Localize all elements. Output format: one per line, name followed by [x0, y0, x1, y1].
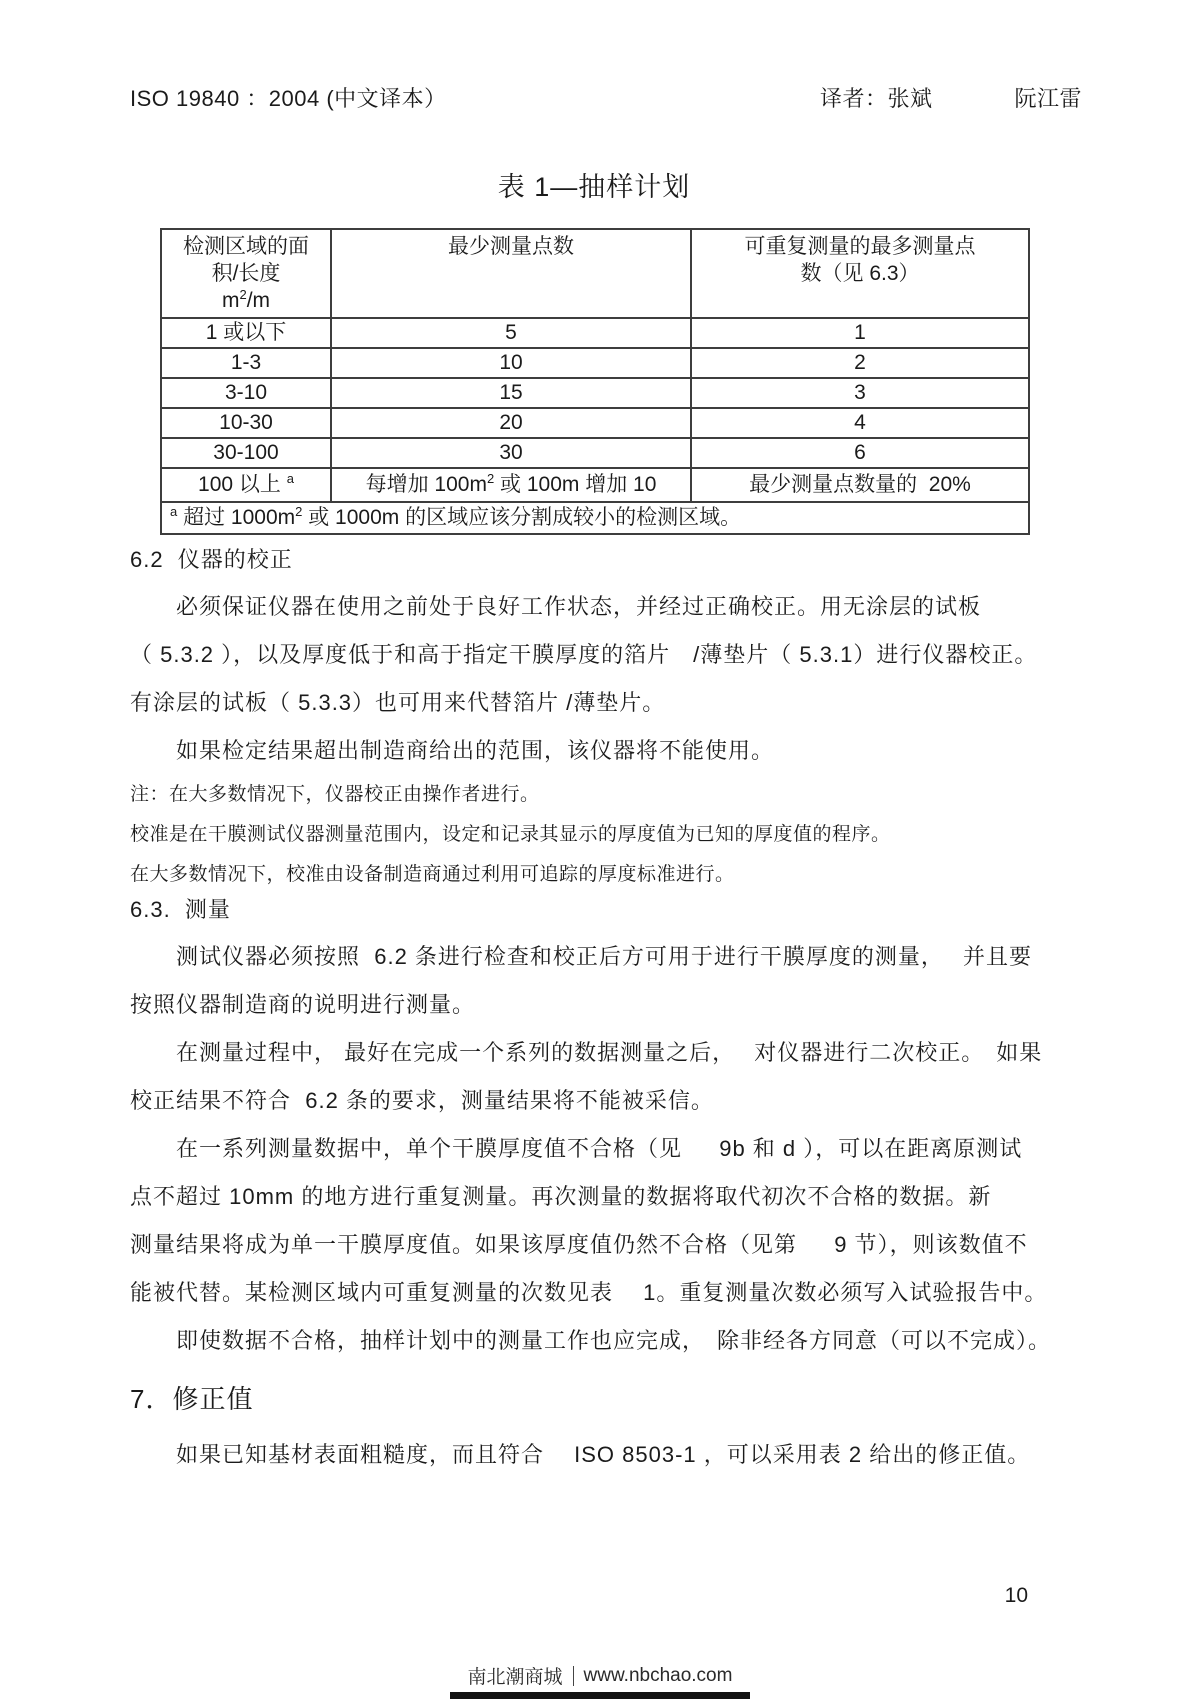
table-row: 10-30 20 4: [161, 408, 1029, 438]
section-heading-7: 7．修正值: [130, 1384, 254, 1414]
area-unit: $m^2/m$: [221, 287, 271, 312]
table-footnote-row: $^a$ 超过 $1000m^2$ 或 1000m 的区域应该分割成较小的检测区域。: [161, 502, 1029, 534]
text-line: 校正结果不符合 6.2 条的要求，测量结果将不能被采信。: [130, 1088, 714, 1113]
table-caption: 表 1—抽样计划: [497, 172, 691, 202]
section-6-2-notes: [130, 775, 1082, 895]
note-line: 注：在大多数情况下，仪器校正由操作者进行。: [130, 784, 540, 805]
text-line: 必须保证仪器在使用之前处于良好工作状态，并经过正确校正。用无涂层的试板: [130, 594, 982, 619]
text-line: 能被代替。某检测区域内可重复测量的次数见表 1。重复测量次数必须写入试验报告中。: [130, 1280, 1048, 1305]
col-header-min-points: 最少测量点数: [331, 229, 691, 318]
text-line: 如果检定结果超出制造商给出的范围，该仪器将不能使用。: [130, 738, 775, 763]
table-row: 3-10 15 3: [161, 378, 1029, 408]
table-row-over-100: 100 以上 $^a$ 每增加 $100m^2$ 或 100m 增加 10 最少测量点数量的 20%: [161, 468, 1029, 502]
note-line: 在大多数情况下，校准由设备制造商通过利用可追踪的厚度标准进行。: [130, 864, 735, 885]
text-line: 按照仪器制造商的说明进行测量。: [130, 992, 476, 1017]
watermark-url: www.nbchao.com: [583, 1664, 733, 1686]
doc-title: ISO 19840 ：2004 (中文译本）: [130, 86, 447, 111]
table-row: 1-3 10 2: [161, 348, 1029, 378]
table-row: 30-100 30 6: [161, 438, 1029, 468]
text-line: 在一系列测量数据中，单个干膜厚度值不合格（见 9b 和 d ），可以在距离原测试: [130, 1136, 1023, 1161]
watermark-bottom-bar: [450, 1692, 750, 1699]
section-6-3-text: [130, 933, 1082, 1365]
watermark-text: [468, 1662, 733, 1689]
page-number: 10: [1004, 1584, 1028, 1607]
watermark-divider: [573, 1666, 574, 1686]
text-line: 测量结果将成为单一干膜厚度值。如果该厚度值仍然不合格（见第 9 节），则该数值不: [130, 1232, 1028, 1257]
document-body: [130, 545, 1082, 1479]
section-heading-6-3: 6.3. 测量: [130, 897, 231, 922]
col-header-area: 检测区域的面 积/长度 $m^2/m$: [161, 229, 331, 318]
text-line: 测试仪器必须按照 6.2 条进行检查和校正后方可用于进行干膜厚度的测量， 并且要: [130, 944, 1033, 969]
text-line: （ 5.3.2 ），以及厚度低于和高于指定干膜厚度的箔片 /薄垫片（ 5.3.1）进行仪器校正。: [130, 642, 1038, 667]
site-watermark: [0, 1662, 1200, 1699]
table-header-row: [161, 229, 1029, 318]
section-heading-6-2: 6.2 仪器的校正: [130, 547, 293, 572]
table-row: 1 或以下 5 1: [161, 318, 1029, 348]
page-header: [130, 82, 1082, 113]
translator-secondary: 阮江雷: [1014, 86, 1082, 111]
text-line: 点不超过 10mm 的地方进行重复测量。再次测量的数据将取代初次不合格的数据。新: [130, 1184, 992, 1209]
translator-primary: 译者：张斌: [819, 86, 933, 111]
text-line: 有涂层的试板（ 5.3.3）也可用来代替箔片 /薄垫片。: [130, 690, 666, 715]
translators: [820, 82, 1082, 113]
section-7-text: [130, 1431, 1082, 1479]
section-6-2-text: [130, 583, 1082, 775]
text-line: 在测量过程中， 最好在完成一个系列的数据测量之后， 对仪器进行二次校正。 如果: [130, 1040, 1043, 1065]
text-line: 如果已知基材表面粗糙度，而且符合 ISO 8503-1 ，可以采用表 2 给出的修正值。: [130, 1442, 1031, 1467]
text-line: 即使数据不合格，抽样计划中的测量工作也应完成， 除非经各方同意（可以不完成）。: [130, 1328, 1052, 1353]
note-line: 校准是在干膜测试仪器测量范围内，设定和记录其显示的厚度值为已知的厚度值的程序。: [130, 824, 891, 845]
watermark-brand: 南北潮商城: [467, 1667, 563, 1688]
sampling-plan-table: [160, 228, 1030, 535]
col-header-max-repeat: 可重复测量的最多测量点 数（见 6.3）: [691, 229, 1029, 318]
